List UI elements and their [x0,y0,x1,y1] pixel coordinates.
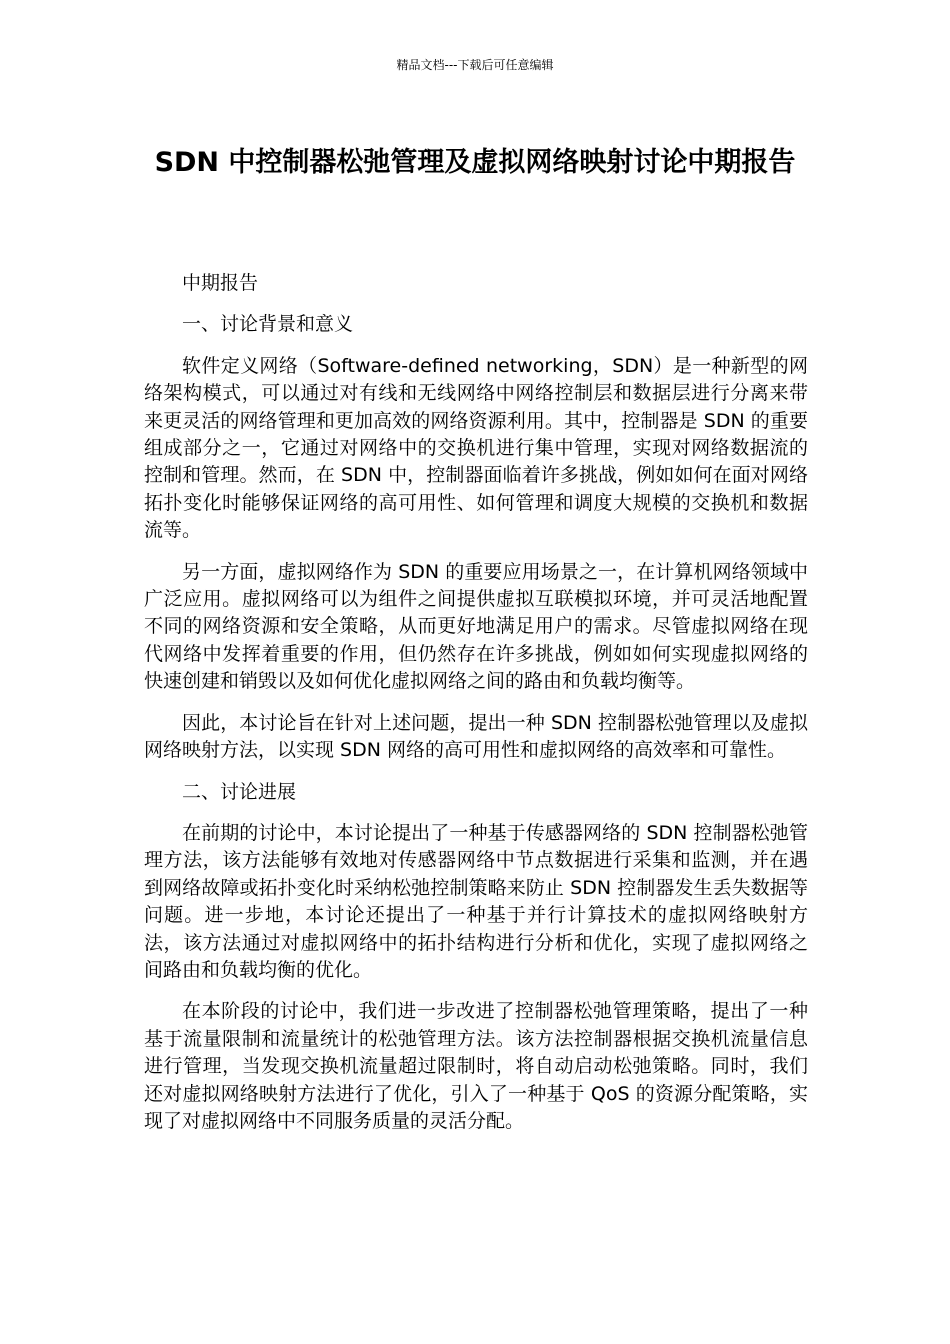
paragraph-early-work: 在前期的讨论中，本讨论提出了一种基于传感器网络的 SDN 控制器松弛管理方法，该方法能够有效地对传感器网络中节点数据进行采集和监测，并在遇到网络故障或拓扑变化时采纳松弛控制策略来防止 SDN 控制器发生丢失数据等问题。进一步地，本讨论还提出了一种基于并行计算技术的虚拟网络映射方法，该方法通过对虚拟网络中的拓扑结构进行分析和优化，实现了虚拟网络之间路由和负载均衡的优化。 [144,821,808,981]
paragraph-sdn-intro: 软件定义网络（Software-defined networking，SDN）是一种新型的网络架构模式，可以通过对有线和无线网络中网络控制层和数据层进行分离来带来更灵活的网络管理和更加高效的网络资源利用。其中，控制器是 SDN 的重要组成部分之一，它通过对网络中的交换机进行集中管理，实现对网络数据流的控制和管理。然而，在 SDN 中，控制器面临着许多挑战，例如如何在面对网络拓扑变化时能够保证网络的高可用性、如何管理和调度大规模的交换机和数据流等。 [144,354,808,542]
paragraph-virtual-network: 另一方面，虚拟网络作为 SDN 的重要应用场景之一，在计算机网络领域中广泛应用。虚拟网络可以为组件之间提供虚拟互联模拟环境，并可灵活地配置不同的网络资源和安全策略，从而更好地满足用户的需求。尽管虚拟网络在现代网络中发挥着重要的作用，但仍然存在许多挑战，例如如何实现虚拟网络的快速创建和销毁以及如何优化虚拟网络之间的路由和负载均衡等。 [144,560,808,693]
header-note: 精品文档---下载后可任意编辑 [396,58,554,72]
paragraph-current-stage: 在本阶段的讨论中，我们进一步改进了控制器松弛管理策略，提出了一种基于流量限制和流量统计的松弛管理方法。该方法控制器根据交换机流量信息进行管理，当发现交换机流量超过限制时，将自动启动松弛策略。同时，我们还对虚拟网络映射方法进行了优化，引入了一种基于 QoS 的资源分配策略，实现了对虚拟网络中不同服务质量的灵活分配。 [144,1000,808,1132]
paragraph-aim: 因此，本讨论旨在针对上述问题，提出一种 SDN 控制器松弛管理以及虚拟网络映射方法，以实现 SDN 网络的高可用性和虚拟网络的高效率和可靠性。 [144,711,808,762]
section-label-midterm: 中期报告 [182,272,259,294]
document-body [144,270,808,1149]
section-heading-background: 一、讨论背景和意义 [182,313,354,336]
document-title: SDN 中控制器松弛管理及虚拟网络映射讨论中期报告 [154,147,796,178]
section-heading-progress: 二、讨论进展 [182,780,297,803]
